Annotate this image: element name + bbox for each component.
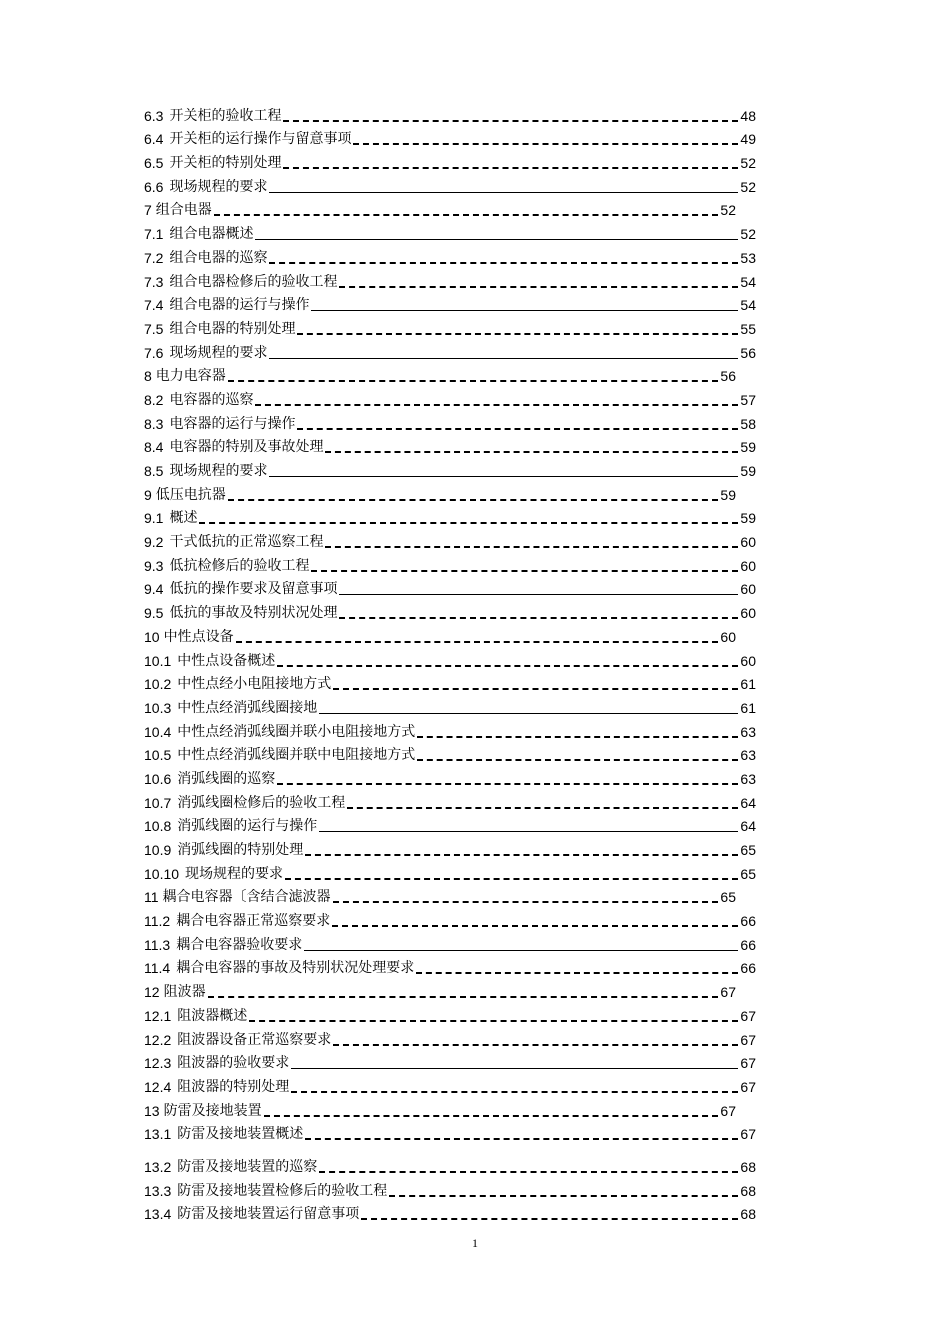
toc-entry-page: 59 [740,439,756,456]
toc-entry-page: 66 [740,936,756,953]
toc-leader [325,546,738,548]
toc-entry-number: 13.4 [144,1206,172,1223]
toc-entry-title: 消弧线圈的巡察 [177,770,276,787]
toc-entry-number: 13.2 [144,1158,172,1175]
toc-entry-number: 6.6 [144,178,164,195]
toc-entry-page: 67 [740,1055,756,1072]
toc-leader [325,451,738,453]
toc-entry-number: 9.5 [144,605,164,622]
toc-entry[interactable] [144,292,756,316]
toc-entry-number: 13.3 [144,1182,172,1199]
toc-entry[interactable] [144,765,756,789]
toc-leader [304,950,738,951]
toc-entry-number: 12.4 [144,1078,172,1095]
toc-entry[interactable] [144,694,756,718]
toc-entry[interactable] [144,386,756,410]
toc-leader [277,783,738,785]
toc-entry-number: 7.5 [144,320,164,337]
toc-entry[interactable] [144,220,756,244]
toc-entry-page: 52 [720,202,736,219]
toc-entry[interactable] [144,1177,756,1201]
toc-entry-number: 10.1 [144,652,172,669]
toc-entry-page: 63 [740,747,756,764]
toc-entry-page: 54 [740,297,756,314]
toc-entry-number: 6.5 [144,155,164,172]
toc-entry[interactable] [144,481,756,505]
toc-entry-page: 67 [740,1078,756,1095]
toc-entry[interactable] [144,884,756,908]
toc-entry-page: 64 [740,818,756,835]
toc-entry[interactable] [144,102,756,126]
toc-entry-title: 低抗检修后的验收工程 [169,557,310,574]
toc-entry[interactable] [144,907,756,931]
toc-entry-page: 60 [720,628,736,645]
toc-entry-title: 开关柜的验收工程 [169,107,282,124]
toc-entry-page: 64 [740,794,756,811]
toc-leader [361,1218,738,1220]
toc-entry[interactable] [144,671,756,695]
toc-entry-title: 阻波器 [163,984,206,1001]
toc-leader [228,380,719,382]
toc-entry-number: 10.8 [144,818,172,835]
toc-leader [389,1195,738,1197]
toc-entry-number: 8 [144,368,152,385]
toc-entry[interactable] [144,860,756,884]
toc-entry-page: 61 [740,676,756,693]
toc-entry[interactable] [144,1121,756,1145]
toc-entry[interactable] [144,836,756,860]
toc-entry-page: 63 [740,723,756,740]
toc-entry-title: 现场规程的要求 [169,178,268,195]
toc-entry-number: 6.4 [144,131,164,148]
toc-entry-number: 8.2 [144,391,164,408]
toc-entry[interactable] [144,528,756,552]
toc-leader [277,665,738,667]
toc-leader [208,996,719,998]
toc-entry-number: 12.1 [144,1007,172,1024]
toc-entry[interactable] [144,1050,756,1074]
toc-entry-title: 概述 [169,510,198,527]
toc-entry-number: 11.3 [144,936,171,953]
toc-leader [255,404,738,406]
toc-entry-page: 49 [740,131,756,148]
toc-entry-title: 低压电抗器 [155,486,226,503]
toc-entry-title: 消弧线圈的特别处理 [177,842,304,858]
toc-entry[interactable] [144,931,756,955]
toc-entry-page: 67 [720,984,736,1001]
toc-entry-number: 9.2 [144,534,164,551]
toc-entry-page: 48 [740,107,756,124]
toc-leader [333,688,738,690]
toc-entry-title: 组合电器检修后的验收工程 [169,273,338,290]
toc-leader [339,286,738,288]
toc-entry-number: 10.9 [144,842,172,858]
toc-entry-page: 61 [740,699,756,716]
toc-leader [285,878,738,880]
toc-leader [199,522,738,524]
toc-leader [297,333,738,335]
toc-entry[interactable] [144,457,756,481]
toc-entry-number: 10.10 [144,865,180,882]
toc-entry-number: 9.3 [144,557,164,574]
toc-entry-number: 11 [144,889,159,906]
toc-entry-page: 60 [740,581,756,598]
toc-leader [416,972,738,974]
toc-entry[interactable] [144,363,756,387]
toc-entry-title: 阻波器的特别处理 [177,1078,290,1095]
toc-leader [264,1115,719,1117]
toc-entry-page: 67 [720,1102,736,1119]
toc-entry-title: 开关柜的特别处理 [169,155,282,172]
toc-entry-number: 7.6 [144,344,164,361]
toc-entry-page: 67 [740,1126,756,1143]
toc-entry-title: 消弧线圈的运行与操作 [177,818,318,835]
toc-entry-number: 9.4 [144,581,164,598]
toc-entry[interactable] [144,576,756,600]
toc-entry[interactable] [144,1073,756,1097]
toc-entry[interactable] [144,978,756,1002]
toc-entry-number: 9.1 [144,510,164,527]
toc-entry-title: 中性点设备概述 [177,652,276,669]
toc-entry[interactable] [144,1002,756,1026]
toc-entry-page: 57 [740,391,756,408]
toc-leader [255,239,738,240]
toc-entry-title: 中性点经消弧线圈并联小电阻接地方式 [177,723,416,740]
toc-entry-page: 66 [740,913,756,930]
toc-entry-title: 电容器的运行与操作 [169,415,296,432]
toc-entry-page: 55 [740,320,756,337]
toc-entry-number: 8.4 [144,439,164,456]
toc-entry-number: 10.3 [144,699,172,716]
toc-entry-page: 68 [740,1182,756,1199]
toc-leader [228,499,719,501]
toc-entry[interactable] [144,505,756,529]
toc-entry-number: 10 [144,628,160,645]
toc-entry-page: 53 [740,249,756,266]
toc-entry[interactable] [144,623,756,647]
toc-entry-page: 52 [740,178,756,195]
toc-entry-page: 60 [740,605,756,622]
toc-leader [339,617,738,619]
toc-entry-title: 阻波器概述 [177,1007,248,1024]
toc-entry[interactable] [144,434,756,458]
toc-entry-number: 7 [144,202,152,219]
toc-entry[interactable] [144,1153,756,1177]
toc-leader [311,570,738,572]
toc-leader [319,1171,738,1173]
toc-entry-number: 7.1 [144,226,164,243]
toc-leader [249,1020,738,1022]
toc-entry[interactable] [144,742,756,766]
toc-entry[interactable] [144,599,756,623]
toc-entry-number: 10.5 [144,747,172,764]
toc-entry-title: 防雷及接地装置检修后的验收工程 [177,1182,388,1199]
toc-entry-number: 11.2 [144,913,171,930]
table-of-contents [144,102,756,1224]
toc-entry-title: 干式低抗的正常巡察工程 [169,534,324,551]
toc-entry[interactable] [144,268,756,292]
toc-entry[interactable] [144,149,756,173]
toc-entry-number: 8.5 [144,463,164,479]
toc-entry-number: 7.2 [144,249,164,266]
toc-entry[interactable] [144,1026,756,1050]
toc-leader [353,143,738,145]
toc-leader [269,476,738,477]
toc-entry-title: 中性点经消弧线圈并联中电阻接地方式 [177,747,416,764]
toc-entry-title: 现场规程的要求 [169,344,268,361]
toc-leader [332,925,738,927]
toc-entry-title: 耦合电容器的事故及特别状况处理要求 [176,960,415,977]
toc-entry-title: 现场规程的要求 [169,463,268,479]
toc-entry-page: 65 [720,889,736,906]
toc-entry[interactable] [144,955,756,979]
toc-leader [333,901,719,903]
toc-leader [319,713,738,714]
toc-entry-number: 13 [144,1102,160,1119]
toc-entry[interactable] [144,1097,756,1121]
toc-entry-number: 11.4 [144,960,171,977]
toc-leader [291,1091,738,1093]
toc-entry-number: 9 [144,486,152,503]
toc-entry-number: 6.3 [144,107,164,124]
toc-leader [297,428,738,430]
toc-entry-title: 组合电器的巡察 [169,249,268,266]
toc-entry-number: 7.3 [144,273,164,290]
toc-entry-title: 组合电器的运行与操作 [169,297,310,314]
toc-entry-title: 防雷及接地装置的巡察 [177,1158,318,1175]
toc-entry-title: 消弧线圈检修后的验收工程 [177,794,346,811]
toc-entry-title: 组合电器概述 [169,226,254,243]
toc-entry-page: 54 [740,273,756,290]
toc-entry[interactable] [144,126,756,150]
toc-entry-page: 68 [740,1206,756,1223]
toc-entry-title: 阻波器的验收要求 [177,1055,290,1072]
toc-entry-page: 52 [740,226,756,243]
toc-entry-page: 59 [720,486,736,503]
toc-entry-title: 防雷及接地装置概述 [177,1126,304,1143]
toc-entry-page: 59 [740,510,756,527]
page-number: 1 [472,1236,478,1250]
toc-entry[interactable] [144,1201,756,1225]
toc-entry-title: 低抗的操作要求及留意事项 [169,581,338,598]
toc-entry[interactable] [144,315,756,339]
toc-leader [291,1068,738,1069]
toc-entry[interactable] [144,339,756,363]
toc-entry[interactable] [144,813,756,837]
toc-entry[interactable] [144,244,756,268]
toc-leader [269,262,738,264]
toc-entry-title: 耦合电容器〔含结合滤波器 [162,889,331,906]
toc-entry-number: 12.3 [144,1055,172,1072]
toc-leader [347,807,738,809]
toc-entry-title: 电容器的特别及事故处理 [169,439,324,456]
toc-entry[interactable] [144,789,756,813]
toc-entry-page: 60 [740,534,756,551]
toc-entry[interactable] [144,173,756,197]
toc-entry[interactable] [144,647,756,671]
toc-entry-number: 12 [144,984,160,1001]
toc-entry-page: 58 [740,415,756,432]
toc-entry-title: 防雷及接地装置 [163,1102,262,1119]
toc-leader [311,310,738,311]
toc-entry-title: 中性点经小电阻接地方式 [177,676,332,693]
toc-entry-number: 12.2 [144,1031,172,1048]
toc-entry-number: 10.4 [144,723,172,740]
toc-entry-page: 63 [740,770,756,787]
toc-leader [269,358,738,359]
toc-entry-title: 低抗的事故及特别状况处理 [169,605,338,622]
toc-entry-page: 67 [740,1007,756,1024]
toc-entry-title: 中性点经消弧线圈接地 [177,699,318,716]
toc-entry-number: 7.4 [144,297,164,314]
toc-entry[interactable] [144,197,756,221]
toc-entry-page: 65 [740,842,756,858]
toc-entry-page: 52 [740,155,756,172]
toc-leader [333,1044,738,1046]
toc-entry-title: 耦合电容器正常巡察要求 [176,913,331,930]
toc-entry-page: 68 [740,1158,756,1175]
toc-entry-title: 防雷及接地装置运行留意事项 [177,1206,360,1223]
toc-entry[interactable] [144,718,756,742]
toc-entry-page: 59 [740,463,756,479]
toc-leader [269,192,738,193]
toc-leader [319,831,738,832]
toc-leader [417,759,738,761]
toc-leader [305,854,738,856]
toc-entry-page: 56 [740,344,756,361]
toc-entry-number: 10.6 [144,770,172,787]
toc-entry[interactable] [144,410,756,434]
toc-entry-page: 60 [740,557,756,574]
toc-entry-title: 组合电器 [155,202,212,219]
toc-leader [214,214,719,216]
toc-entry-page: 65 [740,865,756,882]
toc-entry-number: 10.7 [144,794,172,811]
toc-entry-title: 电力电容器 [155,368,226,385]
toc-entry-page: 67 [740,1031,756,1048]
toc-entry-page: 66 [740,960,756,977]
toc-leader [305,1138,738,1140]
toc-entry-title: 阻波器设备正常巡察要求 [177,1031,332,1048]
toc-entry-number: 8.3 [144,415,164,432]
toc-leader [283,167,738,169]
toc-entry-title: 组合电器的特别处理 [169,320,296,337]
toc-leader [236,641,719,643]
toc-entry[interactable] [144,552,756,576]
toc-leader [339,594,738,595]
toc-entry-number: 10.2 [144,676,172,693]
toc-entry-number: 13.1 [144,1126,172,1143]
toc-entry-page: 56 [720,368,736,385]
toc-leader [283,120,738,122]
toc-entry-title: 电容器的巡察 [169,391,254,408]
toc-entry-page: 60 [740,652,756,669]
toc-entry-title: 开关柜的运行操作与留意事项 [169,131,352,148]
toc-entry-title: 中性点设备 [163,628,234,645]
toc-leader [417,736,738,738]
toc-entry-title: 现场规程的要求 [185,865,284,882]
toc-entry-title: 耦合电容器验收要求 [176,936,303,953]
